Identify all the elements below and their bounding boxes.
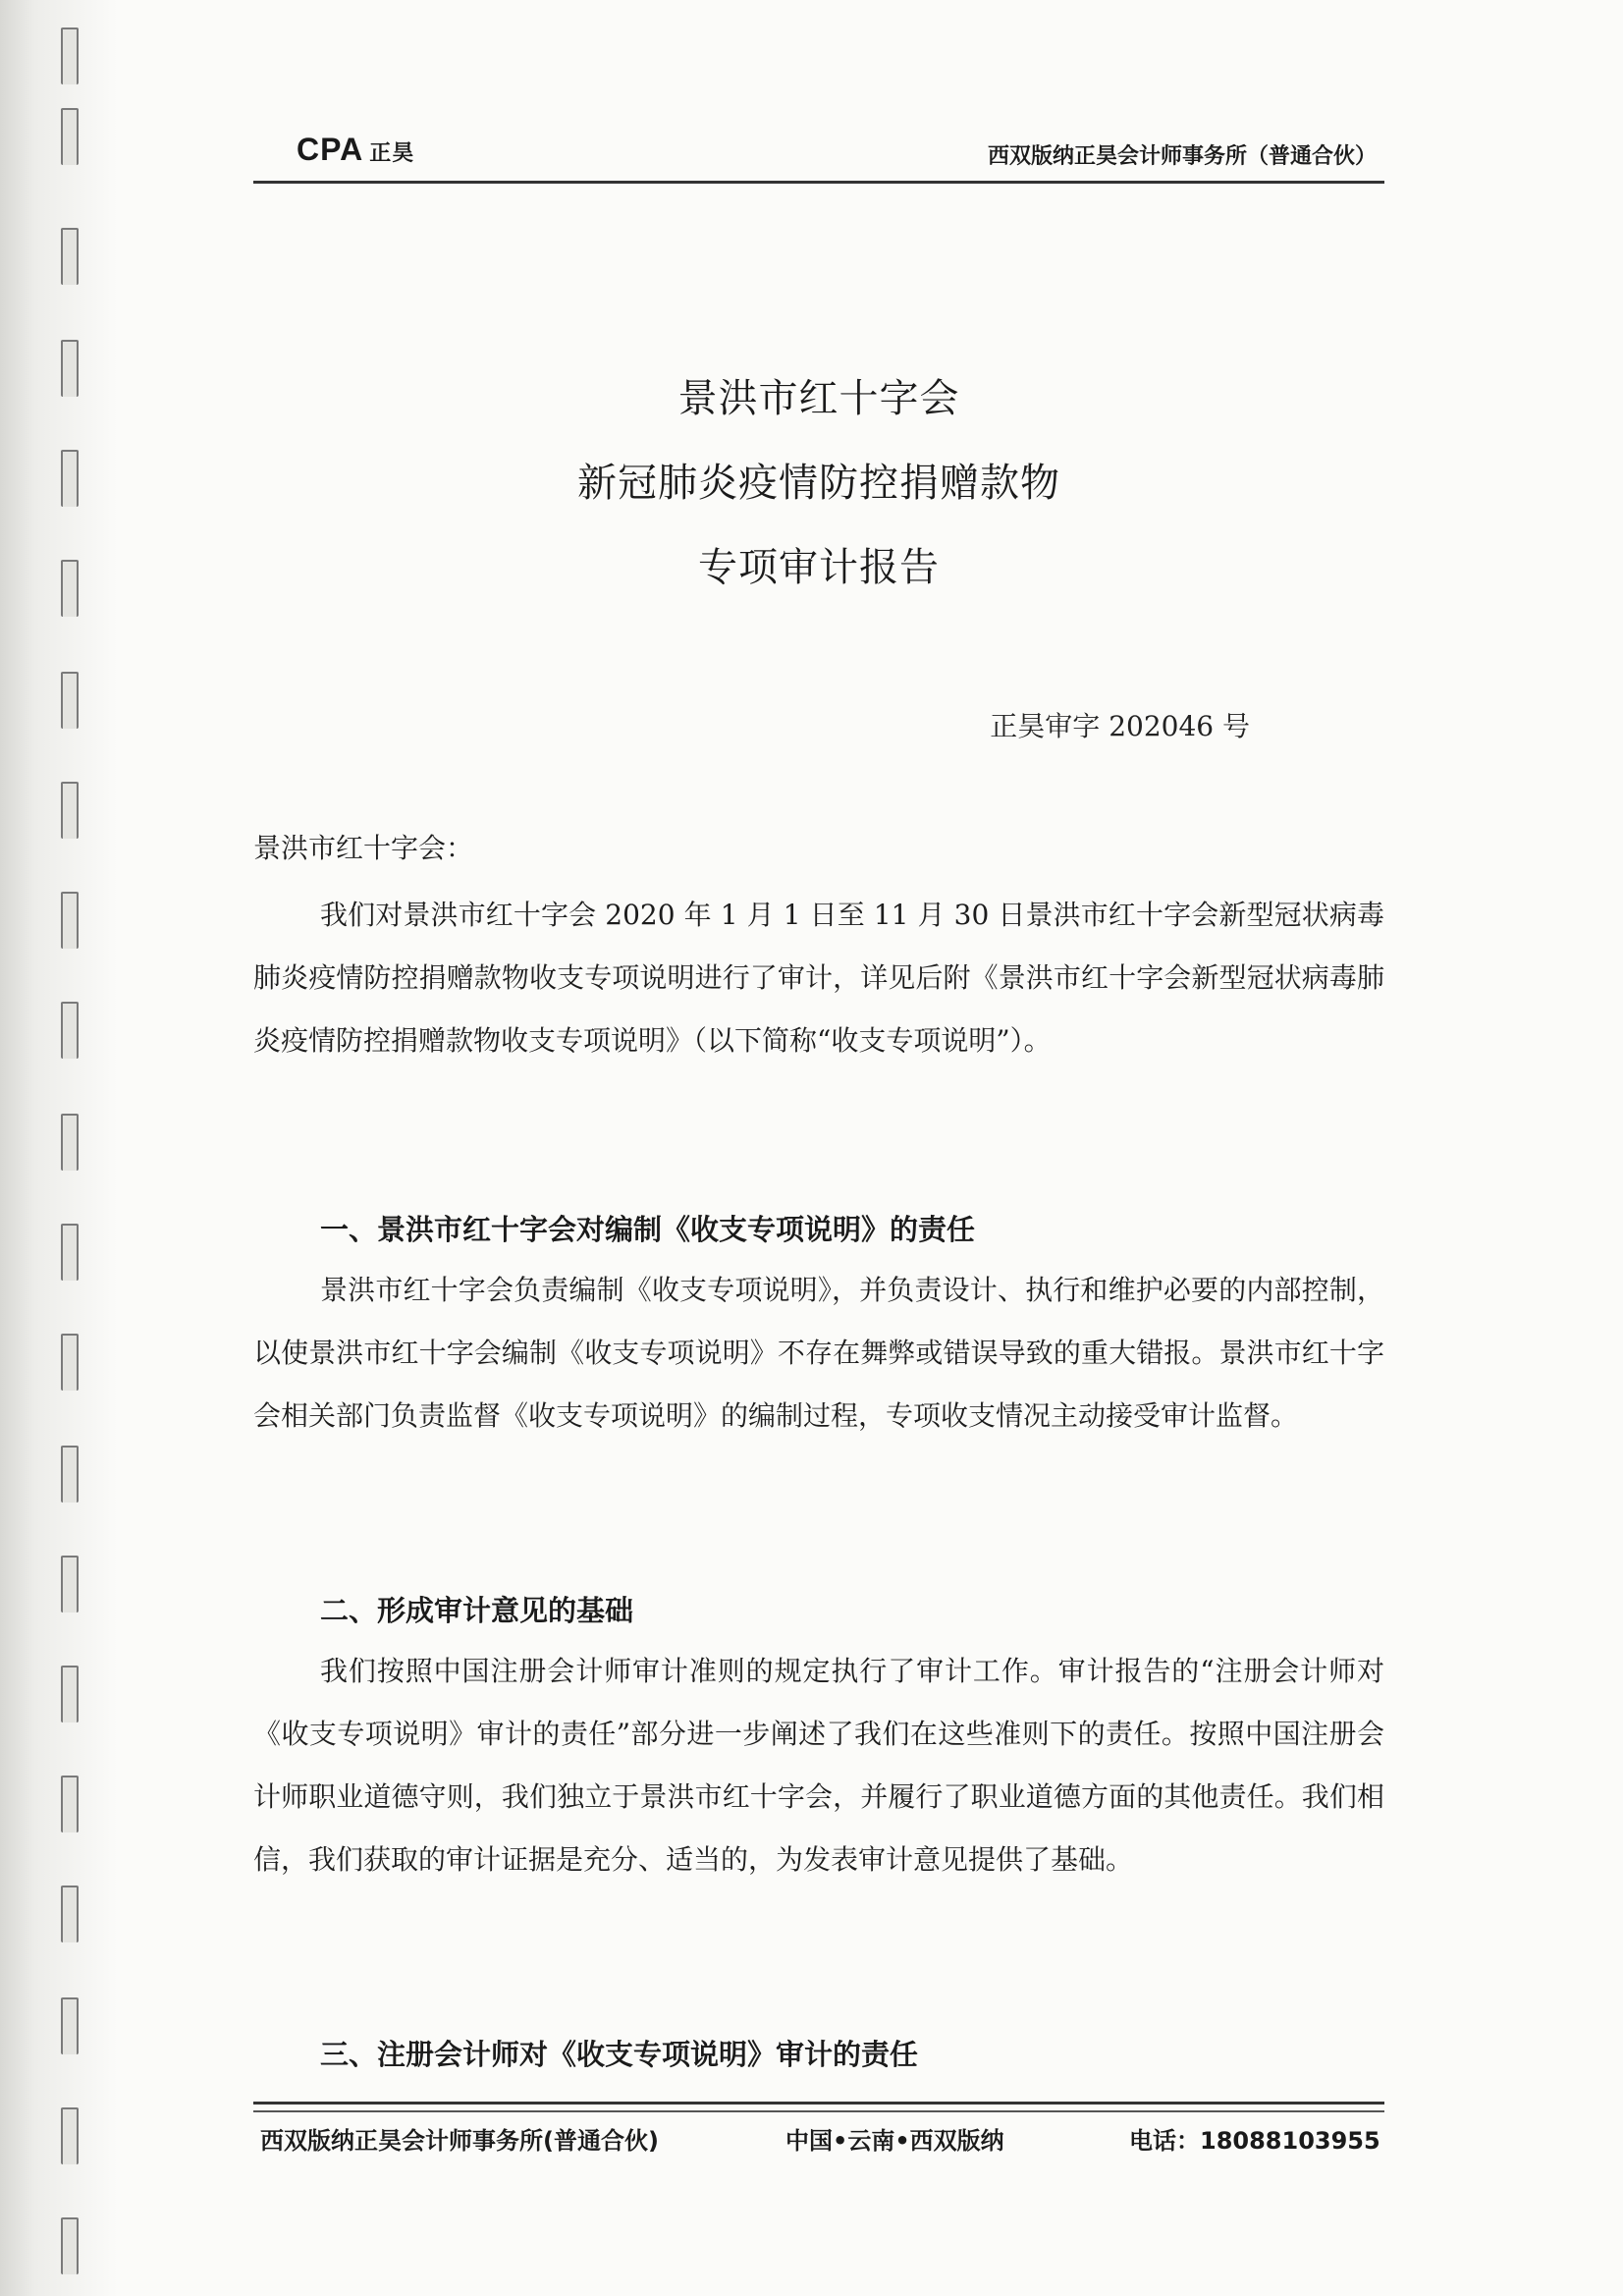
binding-hole: [61, 1666, 79, 1722]
page-header: [253, 126, 1384, 184]
footer-rule: [253, 2102, 1384, 2112]
binding-hole: [61, 27, 79, 84]
binding-hole: [61, 2217, 79, 2274]
addressee: 景洪市红十字会：: [253, 832, 474, 864]
binding-hole: [61, 1334, 79, 1391]
title-line-1: 景洪市红十字会: [677, 376, 960, 421]
binding-margin: [0, 0, 118, 2296]
title-line-3: 专项审计报告: [698, 545, 940, 590]
binding-hole: [61, 340, 79, 397]
binding-hole: [61, 1446, 79, 1503]
firm-logo: [297, 132, 414, 168]
section-heading-2: 二、形成审计意见的基础: [320, 1594, 634, 1627]
document-number: 正昊审字 202046 号: [990, 710, 1250, 742]
intro-paragraph: 我们对景洪市红十字会 2020 年 1 月 1 日至 11 月 30 日景洪市红十字会新型冠状病毒肺炎疫情防控捐赠款物收支专项说明进行了审计，详见后附《景洪市红十字会新型冠状病毒肺炎疫情防控捐赠款物收支专项说明》（以下简称“收支专项说明”）。: [253, 899, 1384, 1057]
binding-hole: [61, 1114, 79, 1171]
footer-phone: 电话：18088103955: [1129, 2127, 1380, 2155]
binding-hole: [61, 1997, 79, 2054]
section-heading-3: 三、注册会计师对《收支专项说明》审计的责任: [320, 2038, 919, 2071]
binding-hole: [61, 1776, 79, 1832]
binding-hole: [61, 108, 79, 165]
section-body-2: 我们按照中国注册会计师审计准则的规定执行了审计工作。审计报告的“注册会计师对《收支专项说明》审计的责任”部分进一步阐述了我们在这些准则下的责任。按照中国注册会计师职业道德守则，我们独立于景洪市红十字会，并履行了职业道德方面的其他责任。我们相信，我们获取的审计证据是充分、适当的，为发表审计意见提供了基础。: [253, 1655, 1384, 1876]
binding-hole: [61, 2107, 79, 2164]
footer-firm-name: 西双版纳正昊会计师事务所(普通合伙): [260, 2127, 659, 2155]
binding-hole: [61, 1002, 79, 1059]
binding-hole: [61, 1224, 79, 1281]
binding-hole: [61, 1886, 79, 1942]
binding-hole: [61, 672, 79, 729]
binding-hole: [61, 892, 79, 949]
binding-hole: [61, 228, 79, 285]
logo-name: 正昊: [369, 140, 415, 165]
footer-location: 中国•云南•西双版纳: [785, 2127, 1004, 2155]
binding-hole: [61, 782, 79, 839]
logo-cpa: CPA: [297, 132, 364, 167]
binding-hole: [61, 1556, 79, 1613]
header-firm-name: 西双版纳正昊会计师事务所（普通合伙）: [987, 144, 1377, 169]
section-heading-1: 一、景洪市红十字会对编制《收支专项说明》的责任: [320, 1213, 976, 1246]
binding-hole: [61, 560, 79, 617]
binding-hole: [61, 450, 79, 507]
section-body-1: 景洪市红十字会负责编制《收支专项说明》，并负责设计、执行和维护必要的内部控制，以使景洪市红十字会编制《收支专项说明》不存在舞弊或错误导致的重大错报。景洪市红十字会相关部门负责监督《收支专项说明》的编制过程，专项收支情况主动接受审计监督。: [253, 1274, 1384, 1432]
title-line-2: 新冠肺炎疫情防控捐赠款物: [577, 461, 1060, 506]
